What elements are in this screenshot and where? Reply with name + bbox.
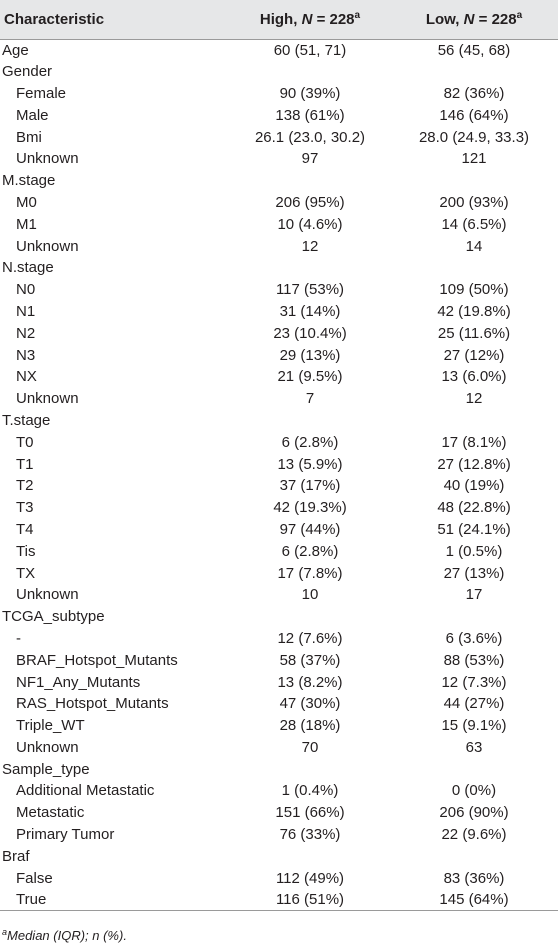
row-label: Metastatic (16, 804, 85, 822)
header-low-footnote-mark: a (516, 9, 523, 21)
row-low-value (390, 606, 558, 628)
row-low-value: 200 (93%) (439, 193, 509, 211)
row-label: Unknown (16, 390, 79, 408)
row-label: N2 (16, 324, 36, 342)
row-low-value: 17 (465, 586, 483, 604)
table-row (0, 562, 558, 584)
row-high-value (230, 606, 390, 628)
row-label: T4 (16, 520, 34, 538)
row-label: NF1_Any_Mutants (16, 673, 141, 691)
row-low-value (390, 758, 558, 780)
table-section-row (0, 606, 558, 628)
row-label: Female (16, 84, 67, 102)
table-row (0, 671, 558, 693)
row-high-value: 97 (44%) (279, 520, 341, 538)
table-row (0, 148, 558, 170)
header-low (390, 0, 558, 39)
table-row (0, 366, 558, 388)
row-label: Unknown (16, 586, 79, 604)
row-label: T3 (16, 499, 34, 517)
row-high-value: 97 (301, 150, 319, 168)
table-row (0, 475, 558, 497)
table-row (0, 431, 558, 453)
table-row (0, 693, 558, 715)
row-low-value: 40 (19%) (443, 477, 505, 495)
row-low-value: 83 (36%) (443, 869, 505, 887)
table-row (0, 737, 558, 759)
table-section-row (0, 410, 558, 432)
row-label: NX (16, 368, 37, 386)
row-low-value: 109 (50%) (439, 281, 509, 299)
row-label: Additional Metastatic (16, 782, 155, 800)
table-header (0, 0, 558, 39)
row-low-value: 25 (11.6%) (437, 324, 511, 342)
header-high-prefix: High, (259, 10, 302, 28)
row-label: N0 (16, 281, 36, 299)
row-low-value: 82 (36%) (443, 84, 505, 102)
table-row (0, 453, 558, 475)
header-characteristic: Characteristic (0, 0, 230, 39)
footnote-text: Median (IQR); n (%). (7, 928, 127, 943)
table-section-row (0, 758, 558, 780)
row-label: Age (2, 41, 29, 59)
row-high-value: 17 (7.8%) (277, 564, 343, 582)
row-label: T0 (16, 433, 34, 451)
row-low-value: 13 (6.0%) (441, 368, 507, 386)
row-high-value: 6 (2.8%) (281, 433, 339, 451)
row-low-value: 17 (8.1%) (441, 433, 507, 451)
row-high-value: 23 (10.4%) (273, 324, 347, 342)
table-section-row (0, 257, 558, 279)
row-low-value: 12 (465, 390, 483, 408)
row-low-value (390, 61, 558, 83)
row-label: Triple_WT (16, 717, 85, 735)
table-row (0, 867, 558, 889)
row-label: Bmi (16, 128, 42, 146)
row-low-value: 44 (27%) (443, 695, 505, 713)
table-row (0, 802, 558, 824)
table-section-row (0, 39, 558, 61)
row-label: Tis (16, 542, 36, 560)
row-label: M0 (16, 193, 37, 211)
row-low-value: 28.0 (24.9, 33.3) (418, 128, 530, 146)
row-label: T.stage (2, 411, 51, 429)
row-low-value: 121 (461, 150, 487, 168)
table-row (0, 889, 558, 911)
row-label: TCGA_subtype (2, 608, 105, 626)
row-low-value (390, 170, 558, 192)
row-high-value (230, 61, 390, 83)
row-high-value: 12 (301, 237, 319, 255)
row-label: BRAF_Hotspot_Mutants (16, 651, 178, 669)
table-row (0, 344, 558, 366)
row-low-value: 42 (19.8%) (437, 302, 511, 320)
row-label: Gender (2, 63, 53, 81)
table-row (0, 649, 558, 671)
row-high-value: 90 (39%) (279, 84, 341, 102)
row-high-value: 138 (61%) (275, 106, 345, 124)
row-label: N1 (16, 302, 36, 320)
row-label: True (0, 889, 230, 911)
row-high-value: 37 (17%) (279, 477, 341, 495)
row-low-value: 12 (7.3%) (441, 673, 507, 691)
row-low-value: 56 (45, 68) (437, 41, 511, 59)
header-low-prefix: Low, (425, 10, 464, 28)
row-label: Braf (2, 847, 30, 865)
row-low-value: 51 (24.1%) (437, 520, 511, 538)
row-label: M1 (16, 215, 37, 233)
header-low-n-symbol: N (463, 10, 475, 28)
row-high-value (230, 257, 390, 279)
table-row (0, 824, 558, 846)
row-low-value: 14 (6.5%) (441, 215, 507, 233)
row-label: T2 (16, 477, 34, 495)
row-high-value: 47 (30%) (279, 695, 341, 713)
row-low-value: 48 (22.8%) (437, 499, 511, 517)
table-section-row (0, 61, 558, 83)
row-low-value (390, 257, 558, 279)
header-low-n-value: = 228 (474, 10, 517, 28)
row-high-value (230, 845, 390, 867)
row-low-value: 0 (0%) (451, 782, 497, 800)
table-row (0, 584, 558, 606)
row-low-value (390, 410, 558, 432)
row-label: N3 (16, 346, 36, 364)
row-high-value: 28 (18%) (279, 717, 341, 735)
row-high-value: 26.1 (23.0, 30.2) (254, 128, 366, 146)
row-high-value: 13 (5.9%) (277, 455, 343, 473)
row-label: M.stage (2, 172, 56, 190)
table-row (0, 301, 558, 323)
row-label: Unknown (16, 150, 79, 168)
row-high-value: 21 (9.5%) (277, 368, 343, 386)
row-high-value: 6 (2.8%) (281, 542, 339, 560)
row-high-value (230, 410, 390, 432)
table-row (0, 715, 558, 737)
table-body (0, 39, 558, 911)
row-high-value: 13 (8.2%) (277, 673, 343, 691)
table-row (0, 213, 558, 235)
row-high-value: 116 (51%) (230, 889, 390, 911)
row-high-value: 12 (7.6%) (277, 629, 343, 647)
row-high-value (230, 170, 390, 192)
row-low-value: 6 (3.6%) (445, 629, 503, 647)
header-row (0, 0, 558, 39)
row-label: N.stage (2, 259, 54, 277)
header-high-n-symbol: N (301, 10, 313, 28)
row-high-value: 117 (53%) (275, 281, 345, 299)
row-low-value: 88 (53%) (443, 651, 505, 669)
row-high-value: 206 (95%) (275, 193, 345, 211)
row-low-value: 27 (12%) (443, 346, 505, 364)
row-high-value (230, 758, 390, 780)
row-high-value: 10 (4.6%) (277, 215, 343, 233)
table-section-row (0, 845, 558, 867)
row-high-value: 7 (305, 390, 315, 408)
table-row (0, 780, 558, 802)
table-footnote (2, 928, 127, 943)
row-low-value: 14 (465, 237, 483, 255)
table-row (0, 322, 558, 344)
row-high-value: 31 (14%) (279, 302, 341, 320)
row-high-value: 60 (51, 71) (273, 41, 347, 59)
header-high-footnote-mark: a (354, 9, 361, 21)
row-low-value: 145 (64%) (390, 889, 558, 911)
row-low-value: 63 (465, 738, 483, 756)
row-high-value: 58 (37%) (279, 651, 341, 669)
table-row (0, 519, 558, 541)
row-high-value: 1 (0.4%) (281, 782, 339, 800)
row-label: Male (16, 106, 49, 124)
row-high-value: 42 (19.3%) (273, 499, 347, 517)
row-low-value: 146 (64%) (439, 106, 509, 124)
row-high-value: 151 (66%) (275, 804, 345, 822)
row-low-value: 206 (90%) (439, 804, 509, 822)
table-row (0, 628, 558, 650)
header-high (230, 0, 390, 39)
table-row (0, 497, 558, 519)
row-high-value: 76 (33%) (279, 826, 341, 844)
row-low-value: 15 (9.1%) (441, 717, 507, 735)
table-row (0, 388, 558, 410)
row-high-value: 10 (301, 586, 319, 604)
row-high-value: 70 (301, 738, 319, 756)
table-row (0, 126, 558, 148)
row-label: Primary Tumor (16, 826, 115, 844)
row-high-value: 29 (13%) (279, 346, 341, 364)
row-label: Sample_type (2, 760, 90, 778)
row-label: - (16, 629, 21, 647)
row-low-value: 22 (9.6%) (441, 826, 507, 844)
table-row (0, 192, 558, 214)
table-row (0, 279, 558, 301)
row-low-value: 27 (12.8%) (437, 455, 511, 473)
row-low-value (390, 845, 558, 867)
table-row (0, 104, 558, 126)
footnote-mark: a (2, 927, 8, 937)
row-label: Unknown (16, 738, 79, 756)
row-label: RAS_Hotspot_Mutants (16, 695, 169, 713)
row-label: TX (16, 564, 36, 582)
row-high-value: 112 (49%) (275, 869, 345, 887)
row-label: Unknown (16, 237, 79, 255)
row-label: T1 (16, 455, 34, 473)
row-low-value: 1 (0.5%) (445, 542, 503, 560)
row-low-value: 27 (13%) (443, 564, 505, 582)
table-row (0, 235, 558, 257)
table-section-row (0, 170, 558, 192)
row-label: False (16, 869, 53, 887)
table-row (0, 540, 558, 562)
header-high-n-value: = 228 (312, 10, 355, 28)
table-row (0, 83, 558, 105)
